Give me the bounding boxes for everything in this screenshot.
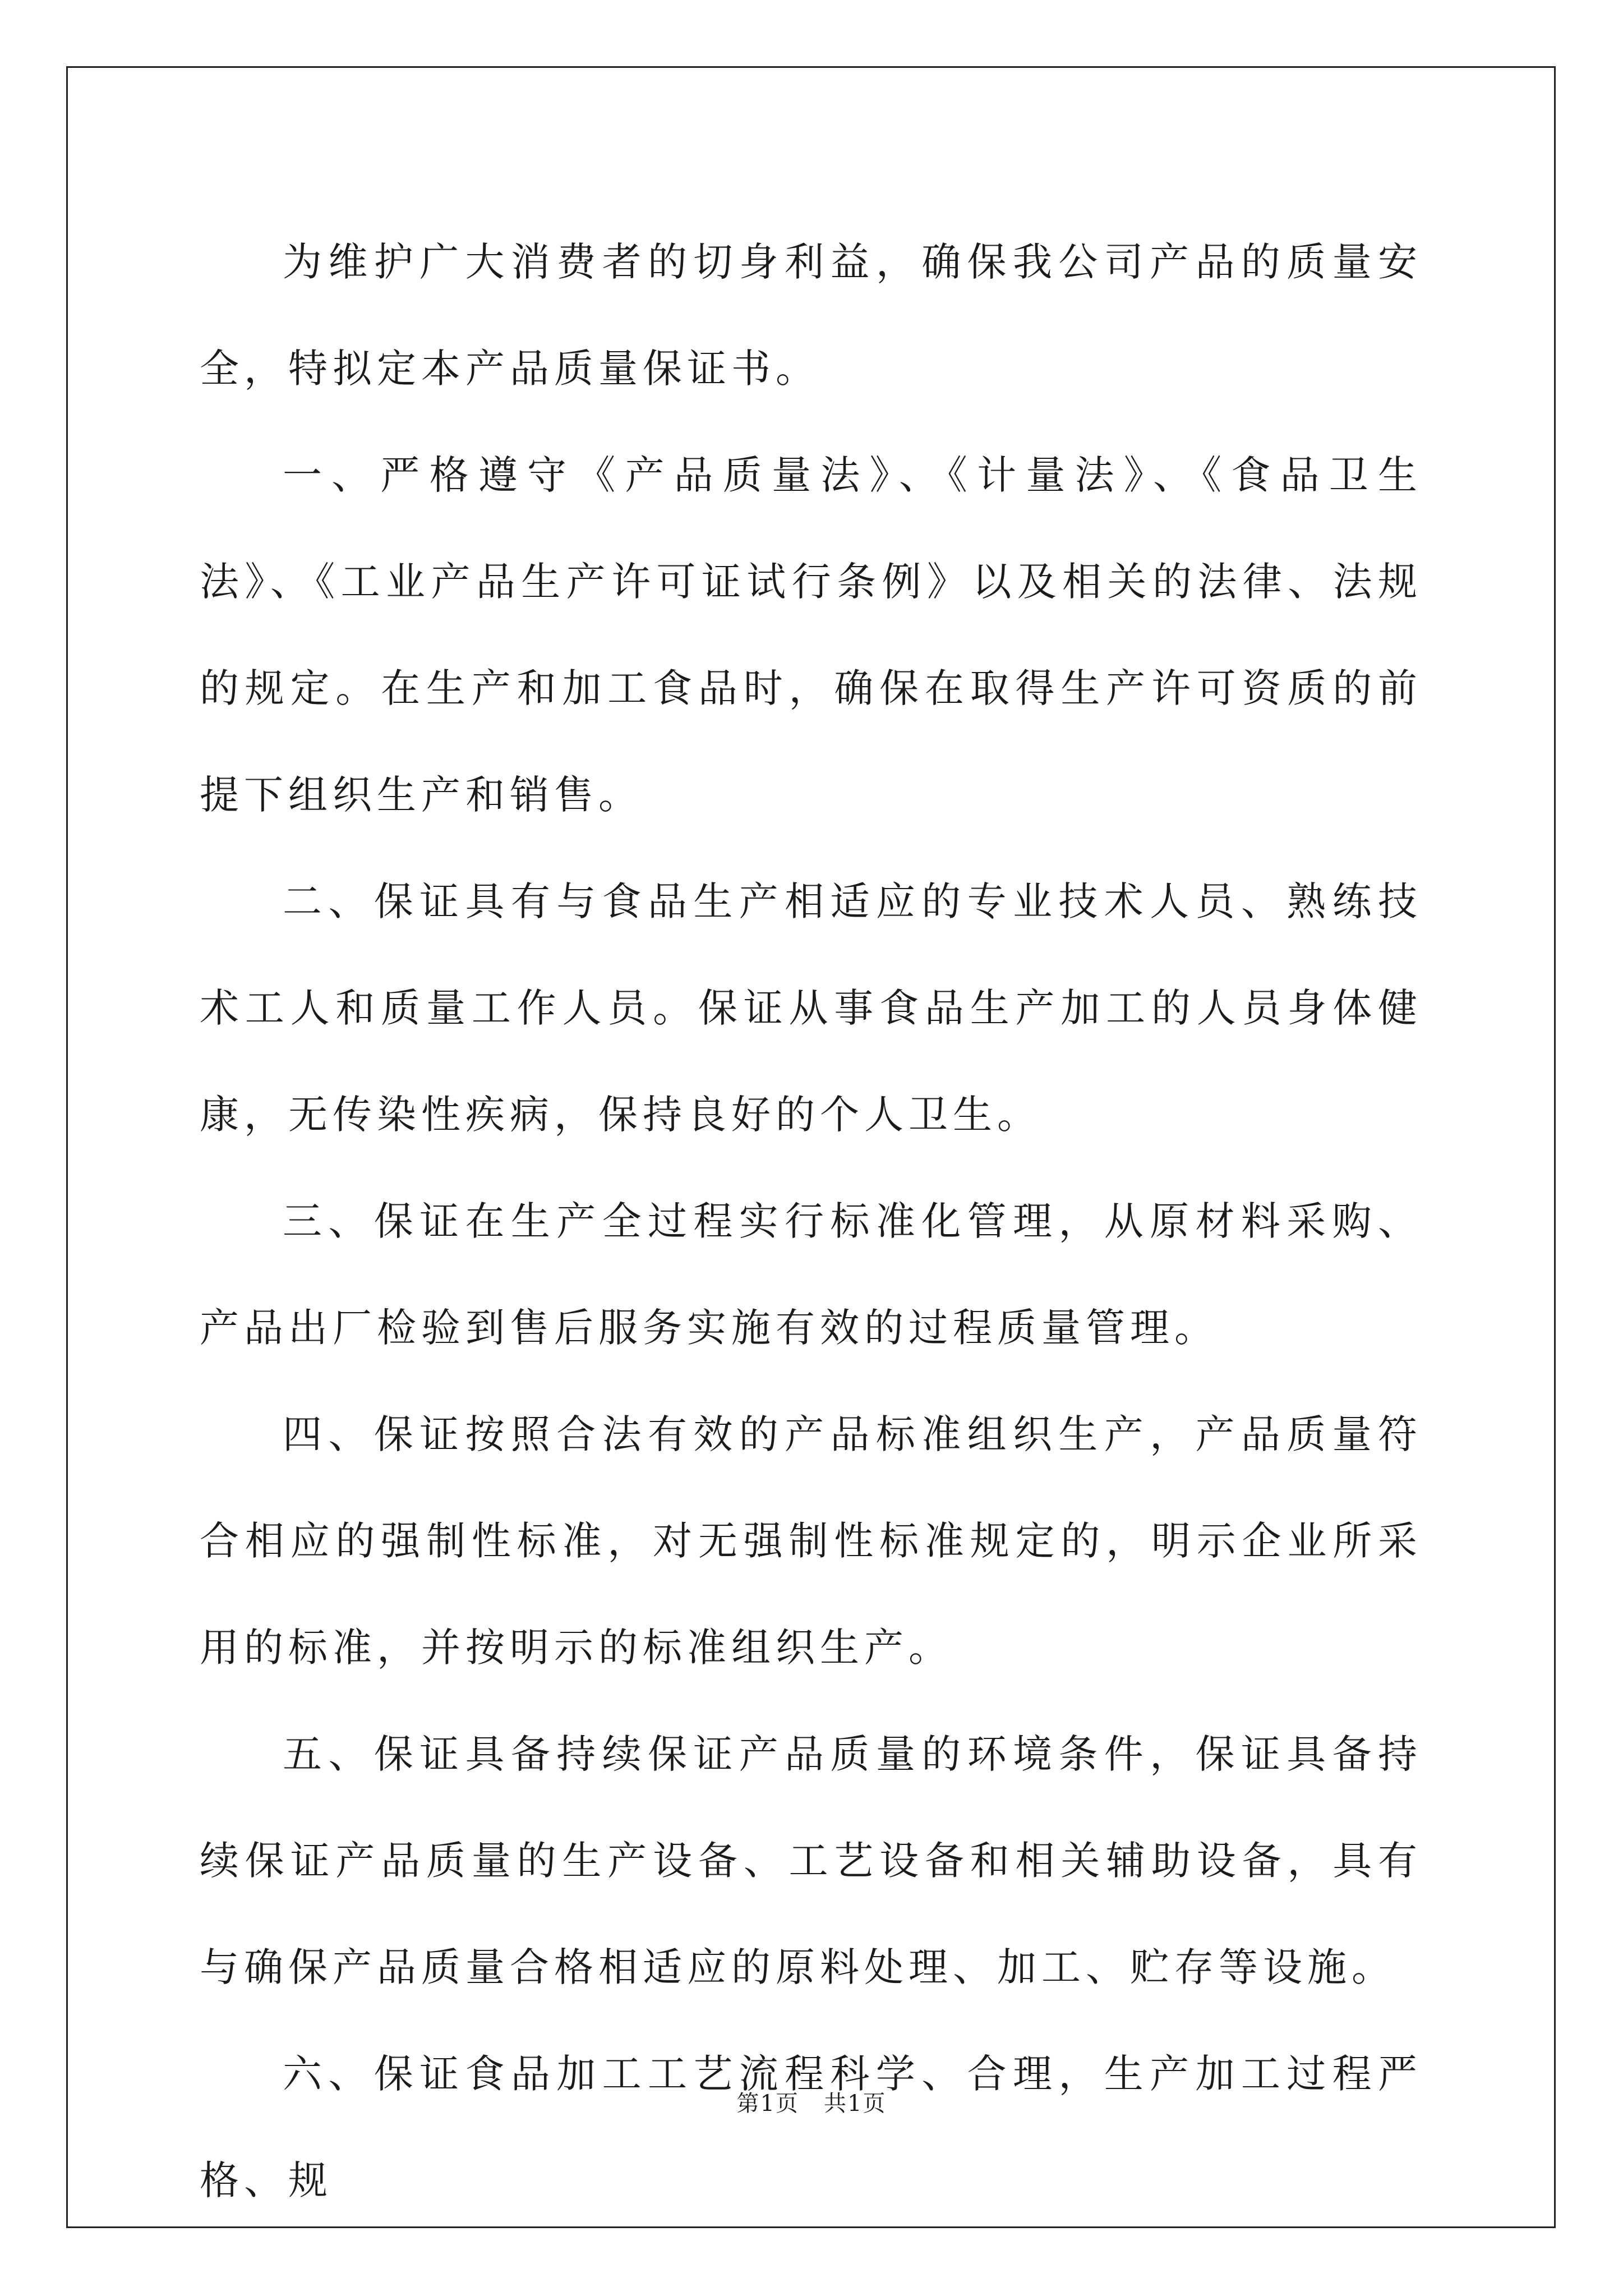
page-number: 第1页 (736, 2091, 799, 2116)
page-total: 共1页 (824, 2091, 887, 2116)
paragraph-clause-2: 二、保证具有与食品生产相适应的专业技术人员、熟练技术工人和质量工作人员。保证从事食品生产加工的人员身体健康，无传染性疾病，保持良好的个人卫生。 (200, 878, 1422, 1138)
paragraph-intro: 为维护广大消费者的切身利益，确保我公司产品的质量安全，特拟定本产品质量保证书。 (200, 239, 1422, 392)
page-footer (0, 2087, 1623, 2120)
paragraph-clause-1: 一、严格遵守《产品质量法》、《计量法》、《食品卫生法》、《工业产品生产许可证试行条例》以及相关的法律、法规的规定。在生产和加工食品时，确保在取得生产许可资质的前提下组织生产和销售。 (200, 452, 1422, 818)
document-body (200, 209, 1422, 2234)
paragraph-clause-5: 五、保证具备持续保证产品质量的环境条件，保证具备持续保证产品质量的生产设备、工艺设备和相关辅助设备，具有与确保产品质量合格相适应的原料处理、加工、贮存等设施。 (200, 1731, 1422, 1990)
paragraph-clause-6: 六、保证食品加工工艺流程科学、合理，生产加工过程严格、规 (200, 2051, 1422, 2203)
paragraph-clause-4: 四、保证按照合法有效的产品标准组织生产，产品质量符合相应的强制性标准，对无强制性标准规定的，明示企业所采用的标准，并按明示的标准组织生产。 (200, 1411, 1422, 1671)
paragraph-clause-3: 三、保证在生产全过程实行标准化管理，从原材料采购、产品出厂检验到售后服务实施有效的过程质量管理。 (200, 1198, 1422, 1351)
